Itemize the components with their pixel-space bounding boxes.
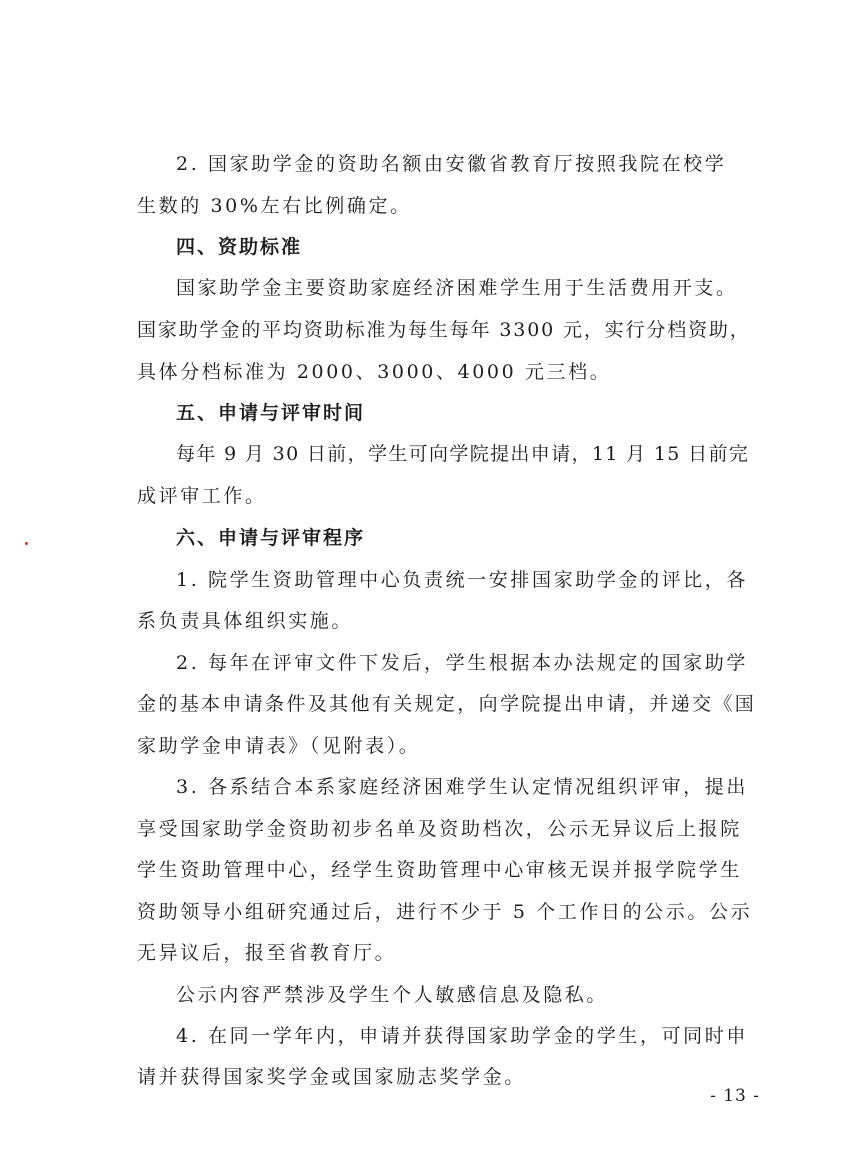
page-number: - 13 -	[710, 1086, 760, 1106]
scan-mark	[25, 542, 28, 545]
paragraph-line: 公示内容严禁涉及学生个人敏感信息及隐私。	[176, 984, 609, 1006]
paragraph-line: 国家助学金的平均资助标准为每生每年 3300 元，实行分档资助，	[137, 319, 751, 341]
paragraph-line: 系负责具体组织实施。	[137, 610, 354, 632]
paragraph-line: 4. 在同一学年内，申请并获得国家助学金的学生，可同时申	[176, 1025, 748, 1047]
paragraph-line: 资助领导小组研究通过后，进行不少于 5 个工作日的公示。公示	[137, 901, 753, 923]
paragraph-line: 每年 9 月 30 日前，学生可向学院提出申请，11 月 15 日前完	[176, 443, 750, 465]
paragraph-line: 成评审工作。	[137, 485, 267, 507]
paragraph-line: 生数的 30%左右比例确定。	[137, 195, 412, 217]
paragraph-line: 请并获得国家奖学金或国家励志奖学金。	[137, 1066, 526, 1088]
section-heading: 六、申请与评审程序	[176, 527, 366, 549]
paragraph-line: 家助学金申请表》（见附表）。	[137, 735, 421, 757]
paragraph-line: 学生资助管理中心，经学生资助管理中心审核无误并报学院学生	[137, 859, 742, 881]
paragraph-line: 具体分档标准为 2000、3000、4000 元三档。	[137, 361, 612, 383]
paragraph-line: 无异议后，报至省教育厅。	[137, 942, 397, 964]
paragraph-line: 享受国家助学金资助初步名单及资助档次，公示无异议后上报院	[137, 818, 742, 840]
paragraph-line: 2. 每年在评审文件下发后，学生根据本办法规定的国家助学	[176, 652, 748, 674]
paragraph-line: 金的基本申请条件及其他有关规定，向学院提出申请，并递交《国	[137, 693, 757, 715]
paragraph-line: 1. 院学生资助管理中心负责统一安排国家助学金的评比，各	[176, 569, 748, 591]
paragraph-line: 国家助学金主要资助家庭经济困难学生用于生活费用开支。	[176, 277, 738, 299]
paragraph-line: 2. 国家助学金的资助名额由安徽省教育厅按照我院在校学	[176, 153, 727, 175]
section-heading: 五、申请与评审时间	[176, 402, 366, 424]
section-heading: 四、资助标准	[176, 236, 303, 258]
paragraph-line: 3. 各系结合本系家庭经济困难学生认定情况组织评审，提出	[176, 776, 748, 798]
